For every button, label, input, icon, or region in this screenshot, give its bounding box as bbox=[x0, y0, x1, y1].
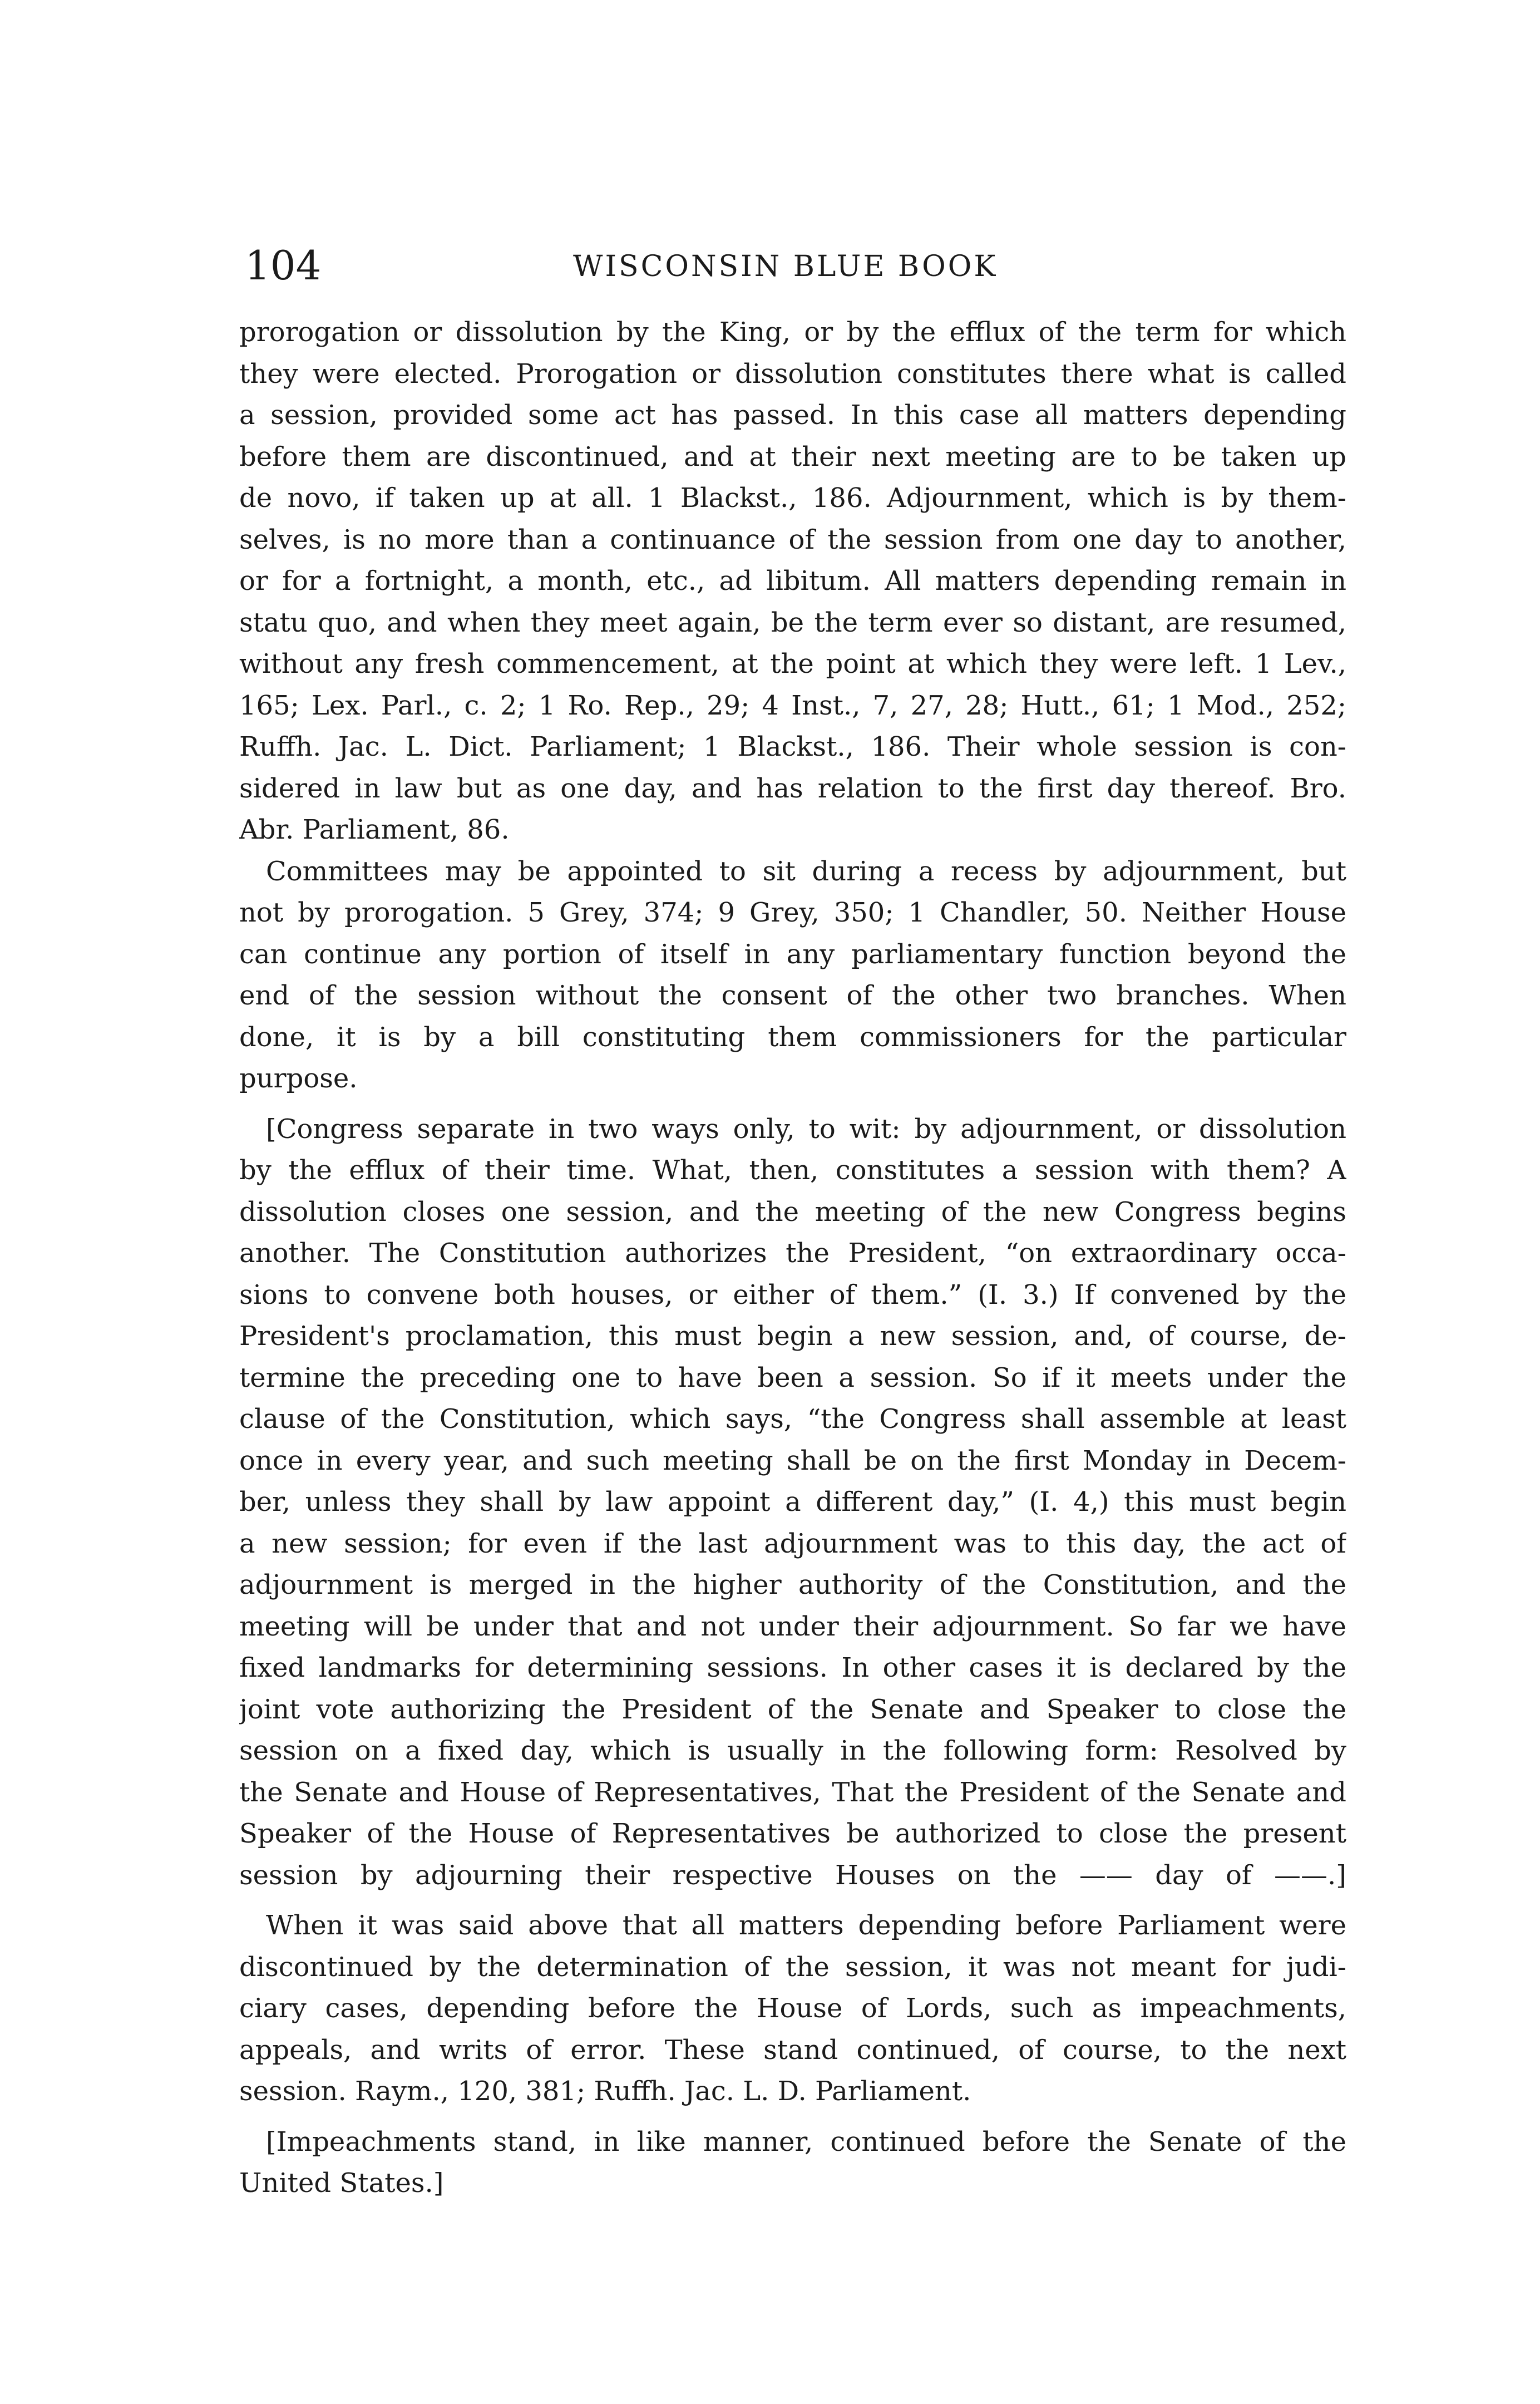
text-line: clause of the Constitution, which says, “the Congress shall assemble at least bbox=[239, 1403, 1346, 1435]
text-line: the Senate and House of Representatives, That the President of the Senate and bbox=[239, 1776, 1346, 1808]
text-line: sidered in law but as one day, and has relation to the first day thereof. Bro. bbox=[239, 772, 1346, 804]
text-line: once in every year, and such meeting shall be on the first Monday in Decem- bbox=[239, 1445, 1346, 1476]
text-line: selves, is no more than a continuance of the session from one day to another, bbox=[239, 524, 1346, 555]
text-line: appeals, and writs of error. These stand continued, of course, to the next bbox=[239, 2034, 1346, 2066]
text-line: not by prorogation. 5 Grey, 374; 9 Grey, 350; 1 Chandler, 50. Neither House bbox=[239, 897, 1346, 928]
text-line: session by adjourning their respective Houses on the —— day of ——.] bbox=[239, 1859, 1346, 1891]
text-line: statu quo, and when they meet again, be the term ever so distant, are resumed, bbox=[239, 607, 1346, 638]
text-line: a new session; for even if the last adjournment was to this day, the act of bbox=[239, 1528, 1346, 1559]
text-line: joint vote authorizing the President of the Senate and Speaker to close the bbox=[239, 1693, 1346, 1725]
body-text bbox=[239, 312, 1346, 2204]
text-line: done, it is by a bill constituting them commissioners for the particular bbox=[239, 1021, 1346, 1053]
text-line: discontinued by the determination of the session, it was not meant for judi- bbox=[239, 1951, 1346, 1983]
text-line: United States.] bbox=[239, 2167, 444, 2199]
text-line: President's proclamation, this must begin a new session, and, of course, de- bbox=[239, 1321, 1346, 1352]
text-line: a session, provided some act has passed. In this case all matters depending bbox=[239, 400, 1346, 431]
page-header bbox=[245, 240, 1218, 290]
text-line: end of the session without the consent of the other two branches. When bbox=[239, 980, 1346, 1011]
text-line: sions to convene both houses, or either of them.” (I. 3.) If convened by the bbox=[239, 1279, 1346, 1311]
text-line: meeting will be under that and not under their adjournment. So far we have bbox=[239, 1610, 1346, 1642]
text-line: 165; Lex. Parl., c. 2; 1 Ro. Rep., 29; 4 Inst., 7, 27, 28; Hutt., 61; 1 Mod., 252; bbox=[239, 689, 1346, 721]
text-line: ber, unless they shall by law appoint a different day,” (I. 4,) this must begin bbox=[239, 1486, 1346, 1518]
text-line: dissolution closes one session, and the meeting of the new Congress begins bbox=[239, 1196, 1346, 1228]
text-line: [Congress separate in two ways only, to wit: by adjournment, or dissolution bbox=[266, 1113, 1346, 1145]
text-line: before them are discontinued, and at their next meeting are to be taken up bbox=[239, 441, 1346, 472]
text-line: Committees may be appointed to sit during a recess by adjournment, but bbox=[266, 855, 1346, 887]
text-line: Speaker of the House of Representatives be authorized to close the present bbox=[239, 1818, 1346, 1849]
text-line: prorogation or dissolution by the King, or by the efflux of the term for which bbox=[239, 317, 1346, 348]
text-line: adjournment is merged in the higher authority of the Constitution, and the bbox=[239, 1569, 1346, 1600]
text-line: [Impeachments stand, in like manner, continued before the Senate of the bbox=[266, 2126, 1346, 2157]
text-line: can continue any portion of itself in any parliamentary function beyond the bbox=[239, 938, 1346, 970]
text-line: without any fresh commencement, at the point at which they were left. 1 Lev., bbox=[239, 648, 1346, 679]
text-line: session on a fixed day, which is usually in the following form: Resolved by bbox=[239, 1735, 1346, 1766]
text-line: fixed landmarks for determining sessions. In other cases it is declared by the bbox=[239, 1652, 1346, 1683]
text-line: session. Raym., 120, 381; Ruffh. Jac. L. D. Parliament. bbox=[239, 2076, 971, 2107]
page-number: 104 bbox=[245, 242, 322, 289]
text-line: another. The Constitution authorizes the President, “on extraordinary occa- bbox=[239, 1238, 1346, 1269]
text-line: they were elected. Prorogation or dissolution constitutes there what is called bbox=[239, 358, 1346, 390]
text-line: or for a fortnight, a month, etc., ad libitum. All matters depending remain in bbox=[239, 565, 1346, 597]
text-line: purpose. bbox=[239, 1063, 358, 1094]
text-line: Ruffh. Jac. L. Dict. Parliament; 1 Blackst., 186. Their whole session is con- bbox=[239, 731, 1346, 762]
text-line: ciary cases, depending before the House of Lords, such as impeachments, bbox=[239, 1993, 1346, 2024]
text-line: de novo, if taken up at all. 1 Blackst., 186. Adjournment, which is by them- bbox=[239, 482, 1346, 514]
text-line: Abr. Parliament, 86. bbox=[239, 814, 510, 845]
text-line: When it was said above that all matters depending before Parliament were bbox=[266, 1910, 1346, 1941]
text-line: termine the preceding one to have been a session. So if it meets under the bbox=[239, 1362, 1346, 1393]
running-head: WISCONSIN BLUE BOOK bbox=[573, 250, 998, 283]
text-line: by the efflux of their time. What, then, constitutes a session with them? A bbox=[239, 1155, 1346, 1186]
